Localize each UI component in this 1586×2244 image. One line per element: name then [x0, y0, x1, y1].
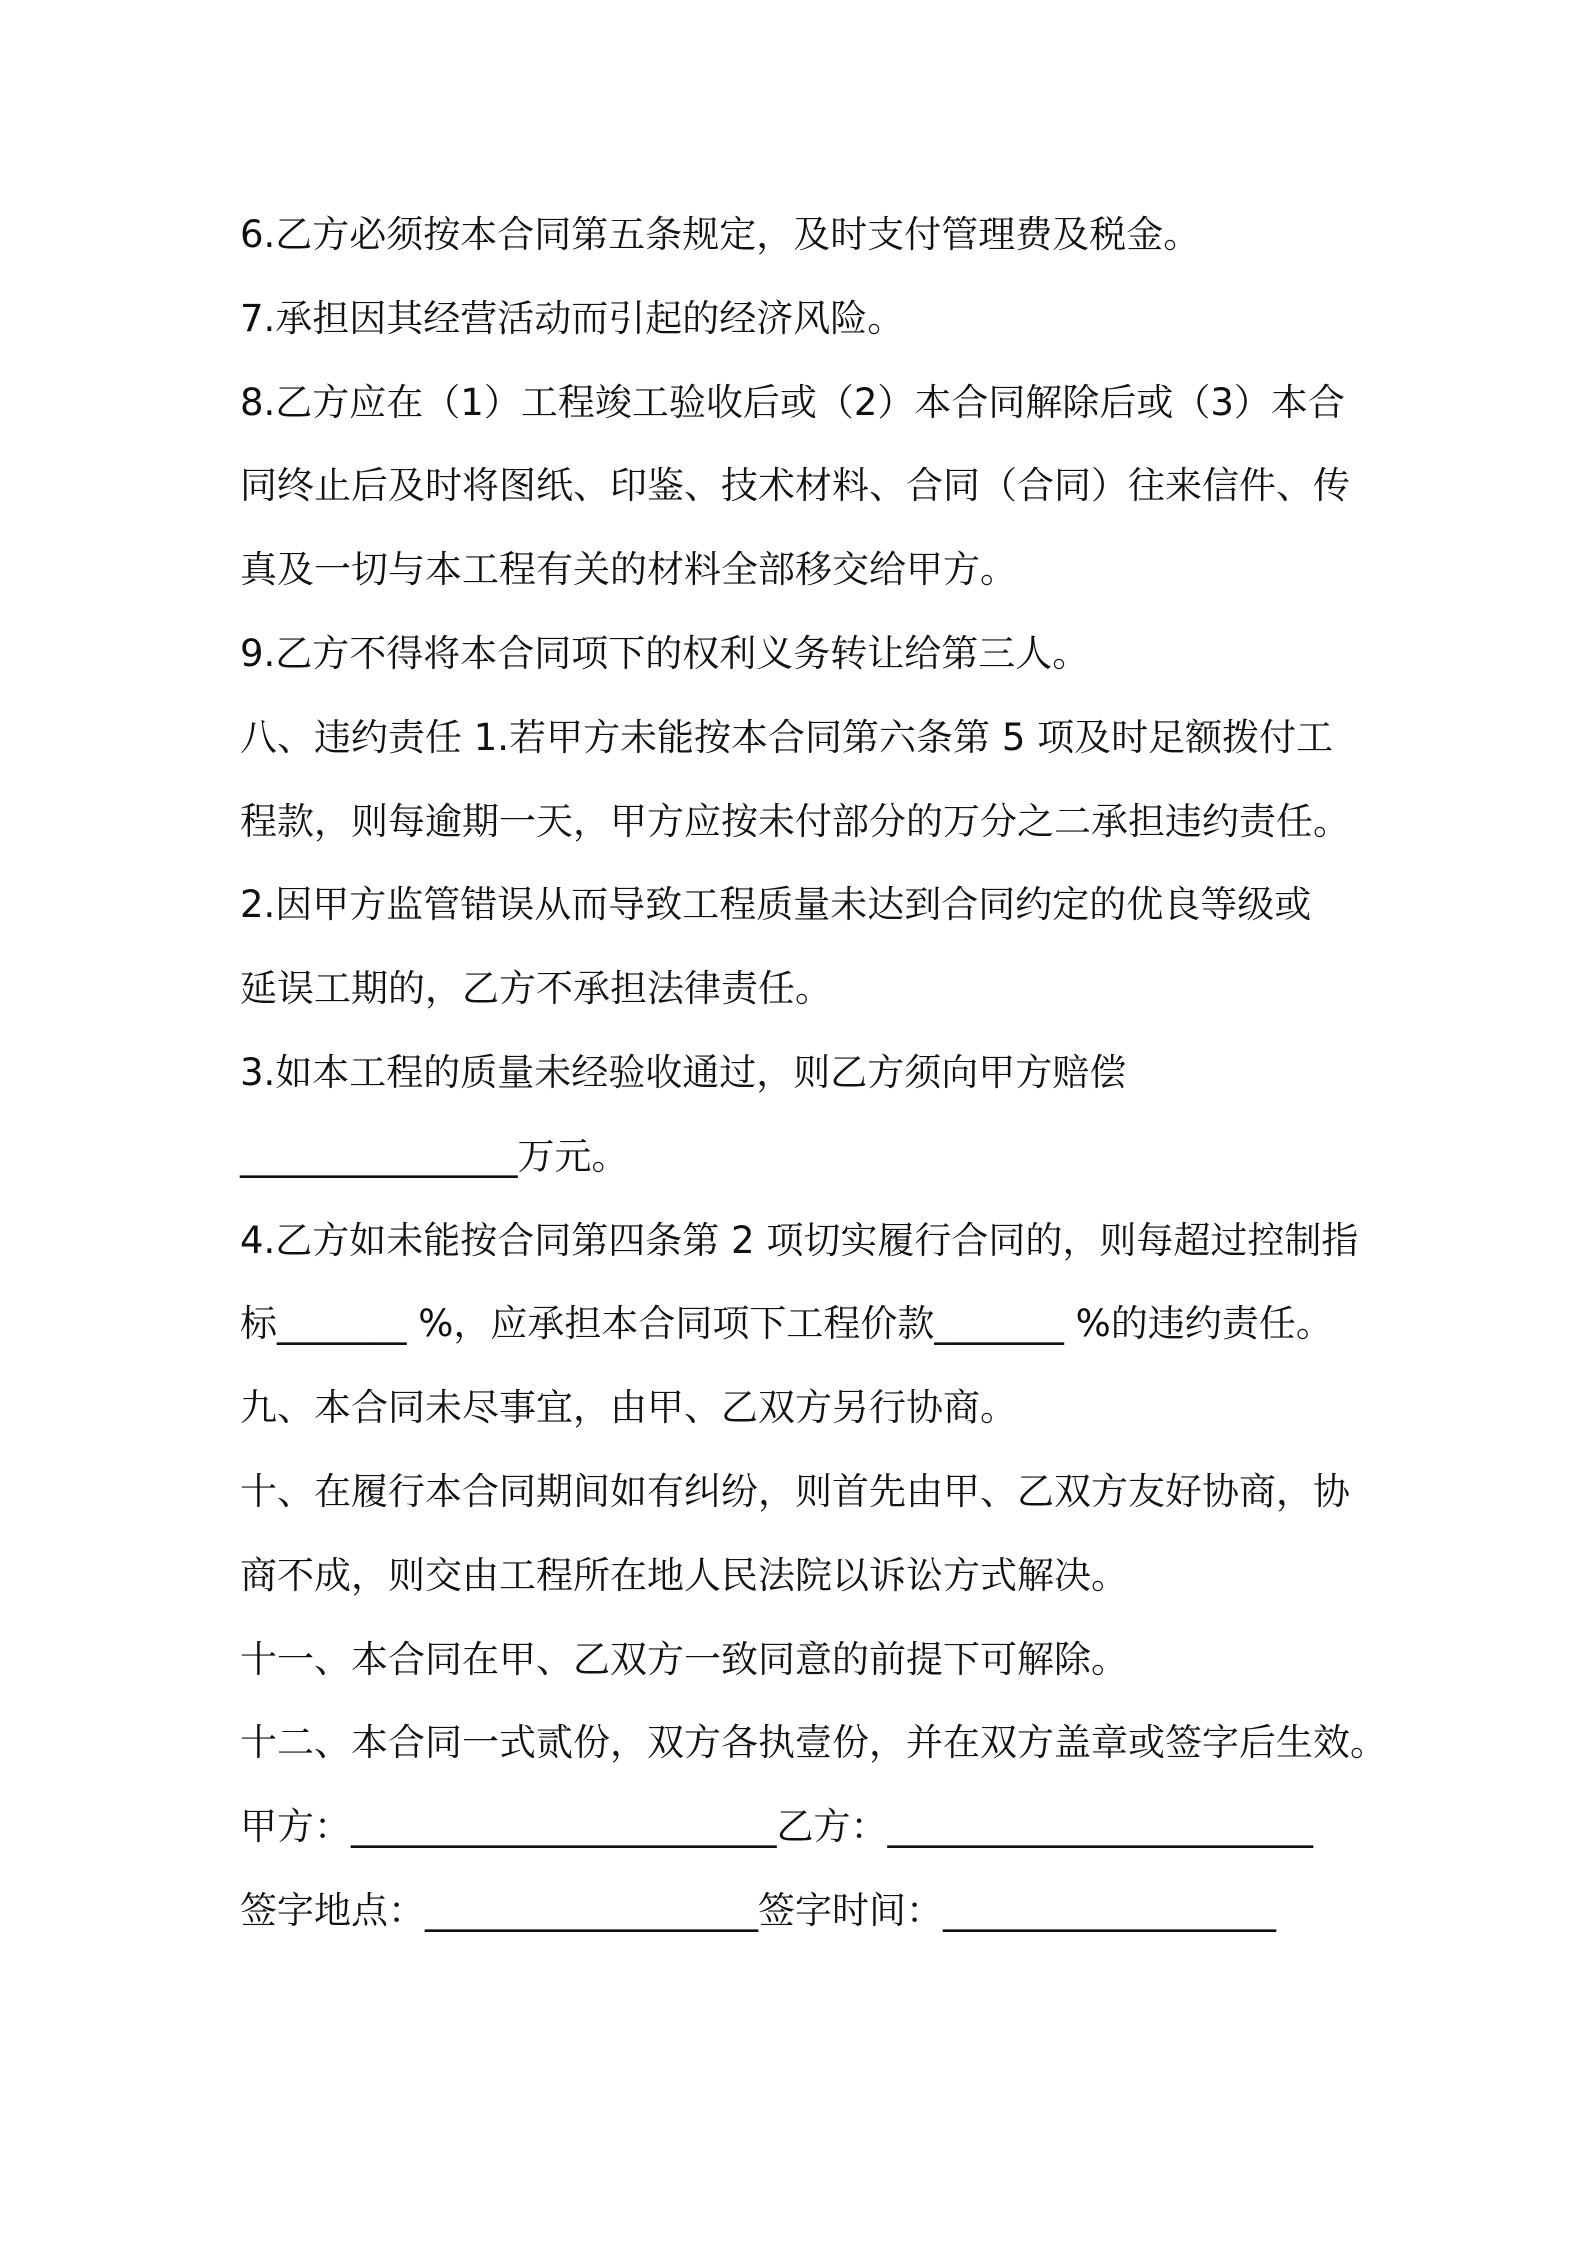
clause-8-line-1: 8.乙方应在（1）工程竣工验收后或（2）本合同解除后或（3）本合	[240, 380, 1345, 424]
section-8-clause-2-line-2: 延误工期的，乙方不承担法律责任。	[240, 967, 832, 1011]
clause-7: 7.承担因其经营活动而引起的经济风险。	[240, 296, 905, 340]
section-8-heading-line: 八、违约责任 1.若甲方未能按本合同第六条第 5 项及时足额拨付工	[240, 715, 1334, 759]
section-9: 九、本合同未尽事宜，由甲、乙双方另行协商。	[240, 1386, 1017, 1430]
clause-8-line-2: 同终止后及时将图纸、印鉴、技术材料、合同（合同）往来信件、传	[240, 464, 1350, 508]
section-8-clause-4-line-1: 4.乙方如未能按合同第四条第 2 项切实履行合同的，则每超过控制指	[240, 1218, 1359, 1262]
section-8-clause-3-line-1: 3.如本工程的质量未经验收通过，则乙方须向甲方赔偿	[240, 1050, 1127, 1094]
clause-6: 6.乙方必须按本合同第五条规定，及时支付管理费及税金。	[240, 213, 1201, 256]
section-8-clause-2-line-1: 2.因甲方监管错误从而导致工程质量未达到合同约定的优良等级或	[240, 883, 1312, 927]
section-10-line-1: 十、在履行本合同期间如有纠纷，则首先由甲、乙双方友好协商，协	[240, 1469, 1350, 1513]
clause-9: 9.乙方不得将本合同项下的权利义务转让给第三人。	[240, 631, 1090, 675]
section-11: 十一、本合同在甲、乙双方一致同意的前提下可解除。	[240, 1637, 1128, 1681]
section-10-line-2: 商不成，则交由工程所在地人民法院以诉讼方式解决。	[240, 1553, 1128, 1597]
signing-place-time-line: 签字地点：__________________签字时间：__________________	[240, 1888, 1276, 1932]
section-8-clause-4-line-2: 标_______ %，应承担本合同项下工程价款_______ %的违约责任。	[240, 1302, 1333, 1346]
section-8-clause-1-line-2: 程款，则每逾期一天，甲方应按未付部分的万分之二承担违约责任。	[240, 799, 1350, 843]
contract-body	[240, 193, 1387, 1953]
section-12: 十二、本合同一式贰份，双方各执壹份，并在双方盖章或签字后生效。	[240, 1721, 1387, 1765]
party-signature-line: 甲方：_______________________乙方：_______________________	[240, 1805, 1313, 1849]
clause-8-line-3: 真及一切与本工程有关的材料全部移交给甲方。	[240, 548, 1017, 592]
compensation-amount-line: _______________万元。	[240, 1134, 629, 1178]
